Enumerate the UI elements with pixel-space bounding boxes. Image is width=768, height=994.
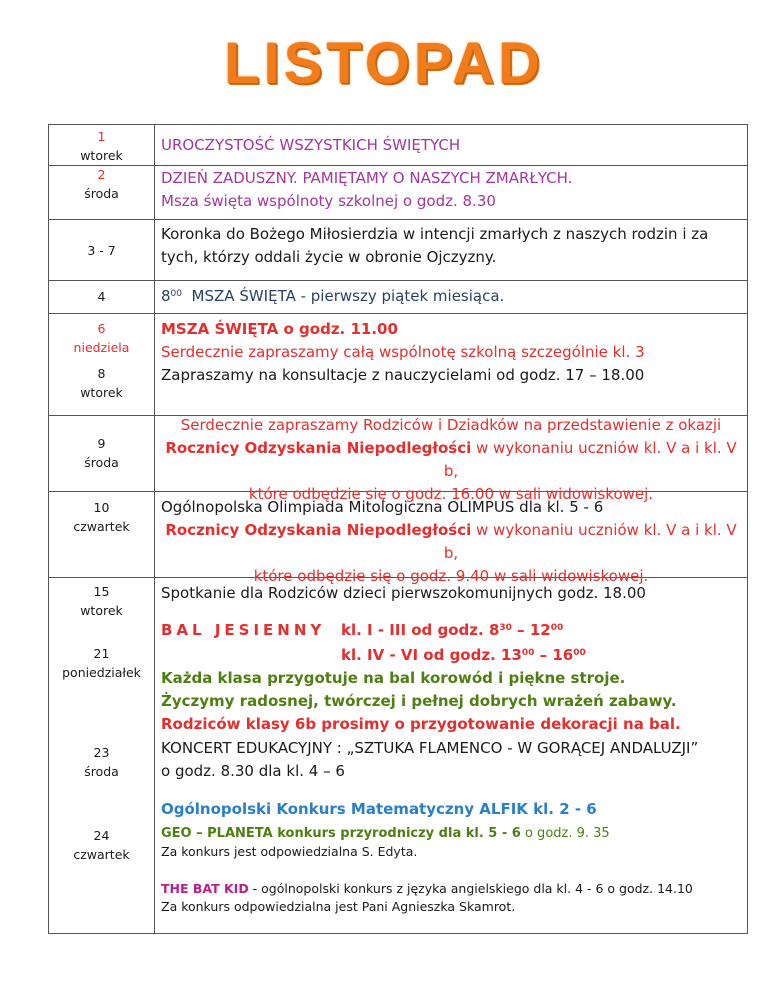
time-minutes: 00: [550, 623, 564, 633]
event-text: o godz. 9. 35: [520, 826, 610, 841]
event-line: Za konkurs odpowiedzialna jest Pani Agnieszka Skamrot.: [161, 899, 516, 914]
weekday: wtorek: [80, 385, 123, 400]
event-highlight: GEO – PLANETA konkurs przyrodniczy dla kl. 5 - 6: [161, 826, 521, 841]
weekday: czwartek: [73, 519, 130, 534]
event-line: Msza święta wspólnoty szkolnej o godz. 8.30: [161, 192, 496, 210]
time-minutes: 30: [499, 623, 512, 633]
weekday: wtorek: [80, 603, 123, 618]
date-cell-15: [49, 582, 154, 620]
event-text: UROCZYSTOŚĆ WSZYSTKICH ŚWIĘTYCH: [161, 136, 461, 154]
bal-group-2-label: kl. IV - VI od godz. 13: [341, 646, 522, 664]
weekday: środa: [84, 764, 119, 779]
event-line: Życzymy radosnej, twórczej i pełnej dobrych wrażeń zabawy.: [161, 692, 677, 710]
bal-group-2: [341, 644, 586, 667]
day-number: 21: [93, 646, 110, 661]
bal-group-1: [341, 619, 563, 642]
event-line: [161, 825, 745, 843]
event-cell-10: [157, 519, 745, 588]
event-cell-3-7: [161, 223, 745, 269]
event-text: w wykonaniu uczniów kl. V a i kl. V b,: [443, 439, 737, 480]
weekday: środa: [84, 455, 119, 470]
time-minutes: 00: [521, 648, 535, 658]
event-text: Spotkanie dla Rodziców dzieci pierwszokomunijnych godz. 18.00: [161, 584, 646, 602]
event-cell-9: [157, 414, 745, 506]
event-cell-21: [161, 619, 745, 736]
day-number: 10: [93, 500, 110, 515]
event-text: w wykonaniu uczniów kl. V a i kl. V b,: [443, 521, 737, 562]
date-cell-3-7: [49, 241, 154, 260]
weekday: czwartek: [73, 847, 130, 862]
date-cell-21: [49, 644, 154, 682]
day-number: 4: [97, 289, 106, 304]
row-divider: [49, 280, 747, 281]
event-cell-2: [161, 167, 745, 213]
event-cell-24-bat: [161, 880, 745, 916]
event-text: Zapraszamy na konsultacje z nauczycielami od godz. 17 – 18.00: [161, 366, 645, 384]
weekday: wtorek: [80, 148, 123, 163]
event-line: Każda klasa przygotuje na bal korowód i piękne stroje.: [161, 669, 626, 687]
time-separator: – 16: [534, 646, 574, 664]
event-text: - ogólnopolski konkurs z języka angielskiego dla kl. 4 - 6 o godz. 14.10: [248, 881, 693, 896]
day-number: 15: [93, 584, 110, 599]
weekday: poniedziałek: [62, 665, 141, 680]
event-line: [157, 519, 745, 565]
date-cell-9: [49, 434, 154, 472]
event-line: które odbędzie się o godz. 9.40 w sali widowiskowej.: [253, 567, 649, 585]
event-line: [161, 619, 745, 642]
weekday: środa: [84, 186, 119, 201]
date-cell-1: [49, 127, 154, 165]
day-number: 6: [97, 321, 106, 336]
event-line: Serdecznie zapraszamy całą wspólnotę szkolną szczególnie kl. 3: [161, 343, 645, 361]
bal-title: BAL JESIENNY: [161, 621, 326, 639]
event-line: Koronka do Bożego Miłosierdzia w intencji zmarłych z naszych rodzin i za: [161, 225, 709, 243]
day-number: 2: [97, 167, 106, 182]
event-line: Rodziców klasy 6b prosimy o przygotowanie dekoracji na bal.: [161, 715, 681, 733]
schedule-table: [48, 124, 748, 934]
event-line: [157, 437, 745, 483]
date-cell-23: [49, 743, 154, 781]
date-cell-24: [49, 826, 154, 864]
day-number: 23: [93, 745, 110, 760]
event-cell-24-geo: [161, 825, 745, 861]
time-separator: – 12: [511, 621, 551, 639]
column-divider: [154, 125, 155, 933]
event-cell-10-line1: Ogólnopolska Olimpiada Mitologiczna OLIMPUS dla kl. 5 - 6: [161, 498, 604, 516]
row-divider: [49, 313, 747, 314]
page-title: LISTOPAD: [224, 31, 544, 96]
event-line: Ogólnopolski Konkurs Matematyczny ALFIK kl. 2 - 6: [161, 800, 597, 818]
event-line: MSZA ŚWIĘTA o godz. 11.00: [161, 320, 398, 338]
weekday: niedziela: [73, 340, 130, 355]
day-number: 24: [93, 828, 110, 843]
event-line: [161, 880, 745, 898]
event-line: [161, 642, 745, 667]
day-number: 3 - 7: [87, 243, 116, 258]
event-highlight: THE BAT KID: [161, 881, 249, 896]
date-cell-8: [49, 364, 154, 402]
event-line: KONCERT EDUKACYJNY : „SZTUKA FLAMENCO - W GORĄCEJ ANDALUZJI”: [161, 739, 699, 757]
row-divider: [49, 219, 747, 220]
event-cell-4: [161, 285, 745, 308]
date-cell-4: [49, 287, 154, 306]
event-line: Serdecznie zapraszamy Rodziców i Dziadków na przedstawienie z okazji: [180, 416, 722, 434]
event-line: DZIEŃ ZADUSZNY. PAMIĘTAMY O NASZYCH ZMARŁYCH.: [161, 169, 573, 187]
date-cell-6: [49, 319, 154, 357]
event-cell-23: [161, 737, 745, 783]
day-number: 1: [97, 129, 106, 144]
time-minutes: 00: [573, 648, 586, 658]
event-highlight: Rocznicy Odzyskania Niepodległości: [165, 439, 472, 457]
bal-group-1-label: kl. I - III od godz. 8: [341, 621, 500, 639]
event-line: Za konkurs jest odpowiedzialna S. Edyta.: [161, 844, 418, 859]
event-text: MSZA ŚWIĘTA - pierwszy piątek miesiąca.: [191, 287, 505, 305]
event-line: które odbędzie się o godz. 16.00 w sali widowiskowej.: [248, 485, 654, 503]
event-line: tych, którzy oddali życie w obronie Ojczyzny.: [161, 248, 497, 266]
event-line: o godz. 8.30 dla kl. 4 – 6: [161, 762, 345, 780]
day-number: 9: [97, 436, 106, 451]
event-time-minutes: 00: [170, 289, 182, 299]
event-highlight: Rocznicy Odzyskania Niepodległości: [165, 521, 472, 539]
day-number: 8: [97, 366, 106, 381]
date-cell-10: [49, 498, 154, 536]
event-time: 8: [161, 287, 171, 305]
date-cell-2: [49, 165, 154, 203]
event-cell-6: [161, 318, 745, 364]
